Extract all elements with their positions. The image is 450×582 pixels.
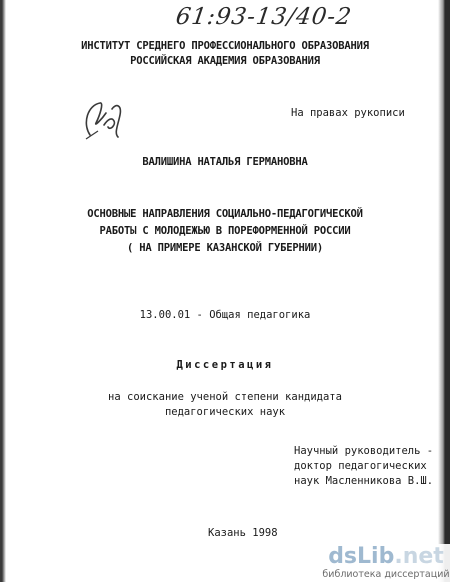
watermark-logo-main: dsLib: [328, 544, 395, 569]
watermark-logo: [322, 546, 450, 568]
watermark-subtitle: библиотека диссертаций: [322, 569, 450, 580]
supervisor-line-3: наук Масленникова В.Ш.: [294, 475, 434, 487]
title-line-2: РАБОТЫ С МОЛОДЕЖЬЮ В ПОРЕФОРМЕННОЙ РОССИИ: [99, 225, 351, 237]
degree-line-2: педагогических наук: [164, 406, 286, 418]
handwritten-number: 61:93-13/40-2: [174, 4, 354, 30]
author-name: ВАЛИШИНА НАТАЛЬЯ ГЕРМАНОВНА: [142, 156, 308, 168]
handwritten-signature-icon: [78, 95, 128, 145]
supervisor-line-1: Научный руководитель -: [294, 445, 434, 457]
title-line-1: ОСНОВНЫЕ НАПРАВЛЕНИЯ СОЦИАЛЬНО-ПЕДАГОГИЧЕСКОЙ: [87, 208, 363, 220]
supervisor-line-2: доктор педагогических: [294, 460, 427, 472]
dslib-watermark: [322, 544, 450, 582]
scan-right-edge: [436, 0, 450, 582]
document-type: Диссертация: [176, 359, 274, 371]
title-line-3: ( НА ПРИМЕРЕ КАЗАНСКОЙ ГУБЕРНИИ): [127, 242, 323, 254]
scan-left-edge: [0, 0, 14, 582]
city-year: Казань 1998: [208, 527, 278, 539]
specialty-code: 13.00.01 - Общая педагогика: [139, 309, 311, 321]
institute-line-2: РОССИЙСКАЯ АКАДЕМИЯ ОБРАЗОВАНИЯ: [130, 55, 320, 67]
institute-line-1: ИНСТИТУТ СРЕДНЕГО ПРОФЕССИОНАЛЬНОГО ОБРАЗОВАНИЯ: [81, 40, 369, 52]
rights-note: На правах рукописи: [291, 107, 405, 119]
watermark-logo-tld: .net: [394, 544, 444, 569]
degree-line-1: на соискание ученой степени кандидата: [108, 391, 342, 403]
